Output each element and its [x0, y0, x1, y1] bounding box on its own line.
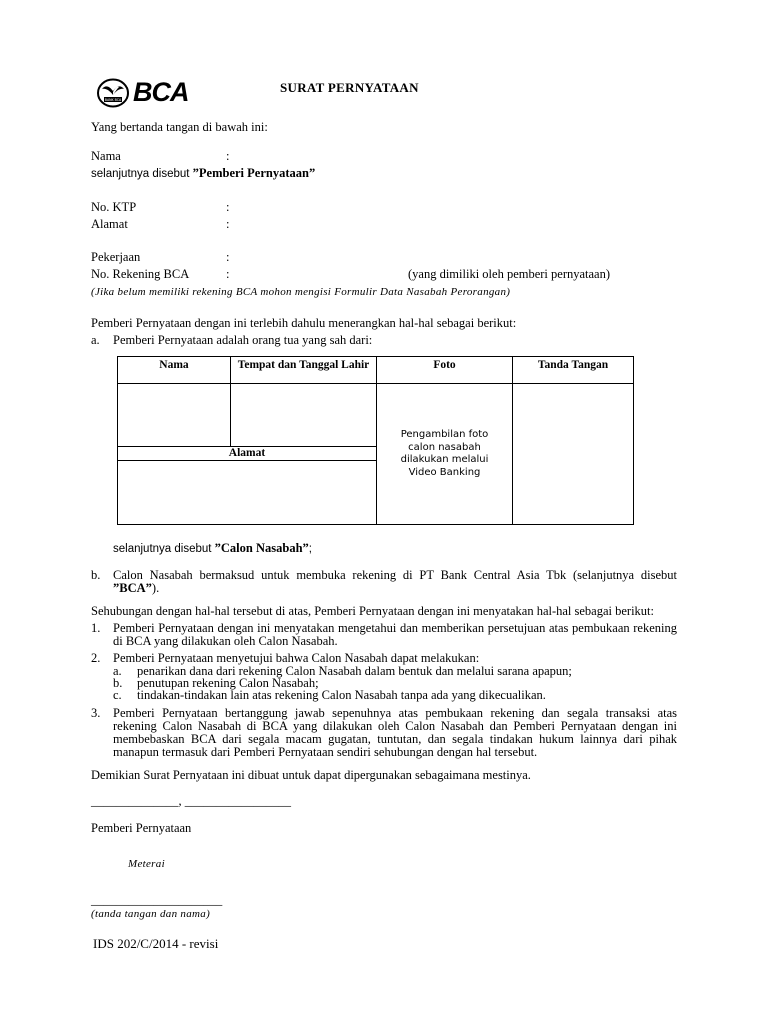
bca-wordmark: BCA [133, 77, 189, 107]
list-1-line2: di BCA yang dilakukan oleh Calon Nasabah. [113, 634, 338, 648]
sehubungan-paragraph: Sehubungan dengan hal-hal tersebut di atas, Pemberi Pernyataan dengan ini menyatakan hal-hal sebagai berikut: [91, 604, 655, 618]
list-2b-marker: b. [113, 676, 123, 690]
label-ktp: No. KTP [91, 200, 137, 214]
list-2a-marker: a. [113, 664, 122, 678]
bca-logo [97, 78, 199, 108]
label-rekening: No. Rekening BCA [91, 267, 190, 281]
colon-pekerjaan: : [226, 250, 230, 264]
document-code: IDS 202/C/2014 - revisi [93, 936, 219, 951]
intro-paragraph: Pemberi Pernyataan dengan ini terlebih dahulu menerangkan hal-hal sebagai berikut: [91, 316, 517, 330]
label-alamat: Alamat [91, 217, 128, 231]
date-place-line[interactable]: ______________, _________________ [91, 794, 291, 808]
pemberi-bold: ”Pemberi Pernyataan” [192, 166, 316, 180]
list-2c-marker: c. [113, 688, 122, 702]
cell-alamat[interactable] [118, 461, 377, 525]
emblem-text: BANK BCA [104, 98, 122, 102]
item-b-text: Calon Nasabah bermaksud untuk membuka rekening di PT Bank Central Asia Tbk (selanjutnya disebut [113, 568, 677, 582]
pemberi-prefix: selanjutnya disebut [91, 168, 193, 180]
label-alamat-table: Alamat [118, 447, 377, 461]
list-2c-text: tindakan-tindakan lain atas rekening Calon Nasabah tanpa ada yang dikecualikan. [137, 688, 546, 702]
list-2-num: 2. [91, 651, 101, 665]
label-pekerjaan: Pekerjaan [91, 250, 141, 264]
cell-nama[interactable] [118, 384, 231, 447]
list-2-line1: Pemberi Pernyataan menyetujui bahwa Calon Nasabah dapat melakukan: [113, 651, 480, 665]
list-3-line1: Pemberi Pernyataan bertanggung jawab sepenuhnya atas pembukaan rekening dan segala transaksi atas [113, 706, 677, 720]
meterai-label: Meterai [128, 858, 165, 870]
foto-instruction: Pengambilan foto calon nasabah dilakukan melalui Video Banking [400, 429, 489, 478]
closing-paragraph: Demikian Surat Pernyataan ini dibuat untuk dapat dipergunakan sebagaimana mestinya. [91, 768, 531, 782]
rekening-note: (yang dimiliki oleh pemberi pernyataan) [408, 267, 611, 281]
label-nama: Nama [91, 149, 121, 163]
pemberi-pernyataan-line [91, 166, 315, 182]
signature-line[interactable]: _____________________ [91, 893, 223, 907]
list-1-line1: Pemberi Pernyataan dengan ini menyatakan mengetahui dan memberikan persetujuan atas pembukaan rekening [113, 621, 677, 635]
colon-rekening: : [226, 267, 230, 281]
bca-emblem-icon [97, 78, 129, 108]
list-3-line3: membebaskan BCA dari segala macam gugatan, tuntutan, dan segala tindakan hukum lainnya dari pihak [113, 732, 677, 746]
cell-foto [377, 384, 513, 525]
header-tanda-tangan: Tanda Tangan [513, 357, 634, 384]
cell-tanda-tangan[interactable] [513, 384, 634, 525]
item-a-text: Pemberi Pernyataan adalah orang tua yang sah dari: [113, 333, 373, 347]
document-title: SURAT PERNYATAAN [280, 80, 419, 95]
item-b-marker: b. [91, 568, 101, 582]
list-1-num: 1. [91, 621, 101, 635]
item-b-line2: ”BCA”). [113, 581, 160, 595]
list-3-line2: rekening Calon Nasabah di BCA yang dilakukan oleh Calon Nasabah dan Pemberi Pernyataan dengan ini [113, 719, 677, 733]
colon-alamat: : [226, 217, 230, 231]
list-2b-text: penutupan rekening Calon Nasabah; [137, 676, 319, 690]
calon-nasabah-line: selanjutnya disebut ”Calon Nasabah”; [113, 541, 312, 555]
rekening-hint: (Jika belum memiliki rekening BCA mohon mengisi Formulir Data Nasabah Perorangan) [91, 286, 511, 298]
header-tempat-tanggal-lahir: Tempat dan Tanggal Lahir [231, 357, 377, 384]
list-2a-text: penarikan dana dari rekening Calon Nasabah dalam bentuk dan melalui sarana apapun; [137, 664, 572, 678]
colon-ktp: : [226, 200, 230, 214]
list-3-num: 3. [91, 706, 101, 720]
colon-nama: : [226, 149, 230, 163]
header-foto: Foto [377, 357, 513, 384]
calon-nasabah-table [117, 356, 634, 525]
item-a-marker: a. [91, 333, 100, 347]
signer-label: Pemberi Pernyataan [91, 821, 192, 835]
intro-text: Yang bertanda tangan di bawah ini: [91, 120, 268, 134]
list-3-line4: manapun termasuk dari Pemberi Pernyataan sendiri sehubungan dengan hal tersebut. [113, 745, 538, 759]
signature-caption: (tanda tangan dan nama) [91, 908, 211, 920]
cell-tempat-tanggal-lahir[interactable] [231, 384, 377, 447]
header-nama: Nama [118, 357, 231, 384]
